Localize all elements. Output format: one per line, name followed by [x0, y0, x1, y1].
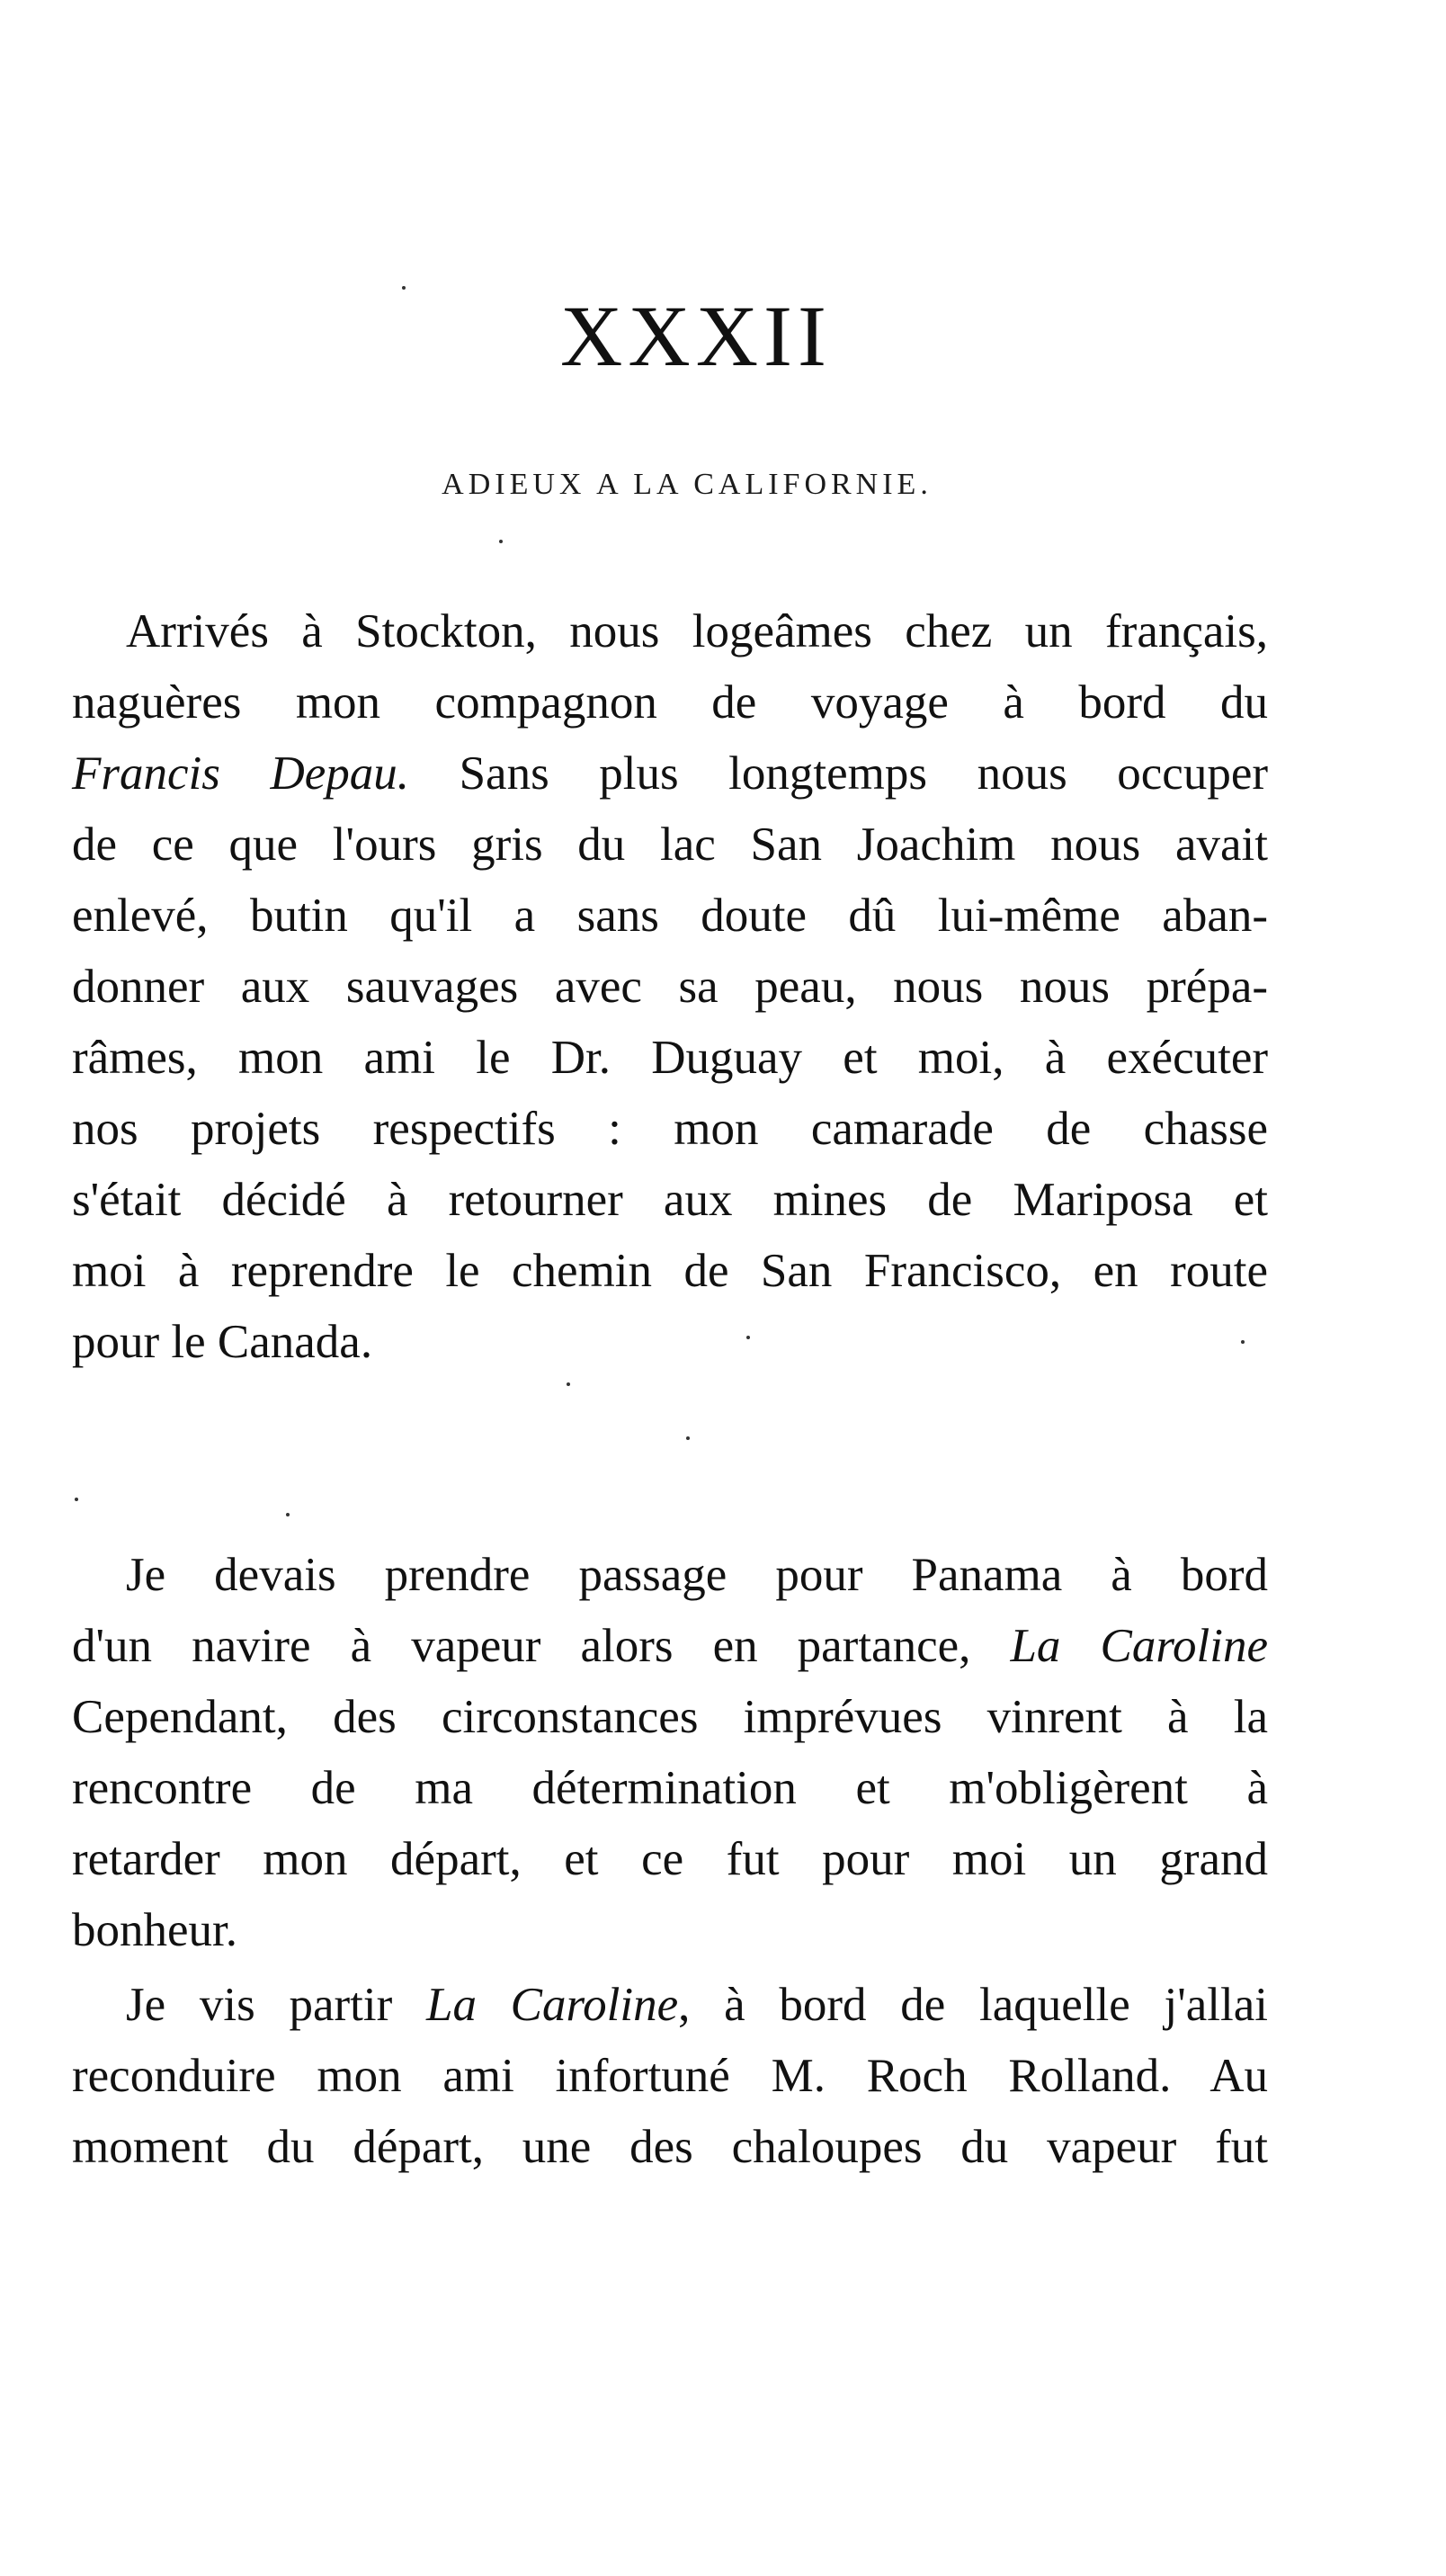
scan-speck [686, 1436, 690, 1440]
paragraph-line: moi à reprendre le chemin de San Francisco, en route [72, 1245, 1268, 1297]
paragraph-line: rencontre de ma détermination et m'obligèrent à [72, 1762, 1268, 1814]
paragraph-line-text: , à bord de laquelle j'allai [678, 1979, 1268, 2031]
scan-speck [286, 1513, 290, 1516]
paragraph-line [72, 738, 1268, 809]
paragraph-2 [72, 1540, 1268, 1966]
paragraph-line: râmes, mon ami le Dr. Duguay et moi, à exécuter [72, 1032, 1268, 1084]
paragraph-line-text: d'un navire à vapeur alors en partance, [72, 1620, 1011, 1672]
scan-speck [1241, 1340, 1245, 1344]
scan-speck [567, 1382, 570, 1386]
paragraph-line: reconduire mon ami infortuné M. Roch Rolland. Au [72, 2050, 1268, 2102]
paragraph-3 [72, 1970, 1268, 2183]
paragraph-line: Arrivés à Stockton, nous logeâmes chez un français, [126, 605, 1268, 657]
chapter-number: XXXII [560, 288, 832, 384]
scan-speck [75, 1498, 78, 1501]
scan-speck [746, 1336, 750, 1339]
paragraph-line: s'était décidé à retourner aux mines de Mariposa et [72, 1174, 1268, 1226]
paragraph-line [72, 1970, 1268, 2041]
paragraph-line: retarder mon départ, et ce fut pour moi un grand [72, 1833, 1268, 1885]
paragraph-line: naguères mon compagnon de voyage à bord du [72, 676, 1268, 729]
paragraph-line: nos projets respectifs : mon camarade de chasse [72, 1103, 1268, 1155]
ship-name: La Caroline [425, 1979, 679, 2031]
paragraph-line-text: Sans plus longtemps nous occuper [409, 747, 1268, 800]
chapter-title: ADIEUX A LA CALIFORNIE. [442, 468, 933, 501]
ship-name: La Caroline [1010, 1620, 1268, 1672]
paragraph-line: de ce que l'ours gris du lac San Joachim nous avait [72, 818, 1268, 871]
paragraph-line: enlevé, butin qu'il a sans doute dû lui-même aban- [72, 890, 1268, 942]
paragraph-line: moment du départ, une des chaloupes du vapeur fut [72, 2121, 1268, 2173]
paragraph-line: pour le Canada. [72, 1316, 373, 1368]
paragraph-line: Je devais prendre passage pour Panama à bord [126, 1549, 1268, 1601]
paragraph-line-text: Je vis partir [126, 1979, 426, 2031]
ship-name: Francis Depau. [72, 747, 409, 800]
paragraph-line: Cependant, des circonstances imprévues vinrent à la [72, 1691, 1268, 1743]
paragraph-line: bonheur. [72, 1904, 237, 1956]
scan-speck [402, 286, 406, 290]
paragraph-line [72, 1611, 1268, 1682]
scan-speck [499, 540, 503, 543]
paragraph-line: donner aux sauvages avec sa peau, nous nous prépa- [72, 961, 1268, 1013]
paragraph-1 [72, 596, 1268, 1378]
